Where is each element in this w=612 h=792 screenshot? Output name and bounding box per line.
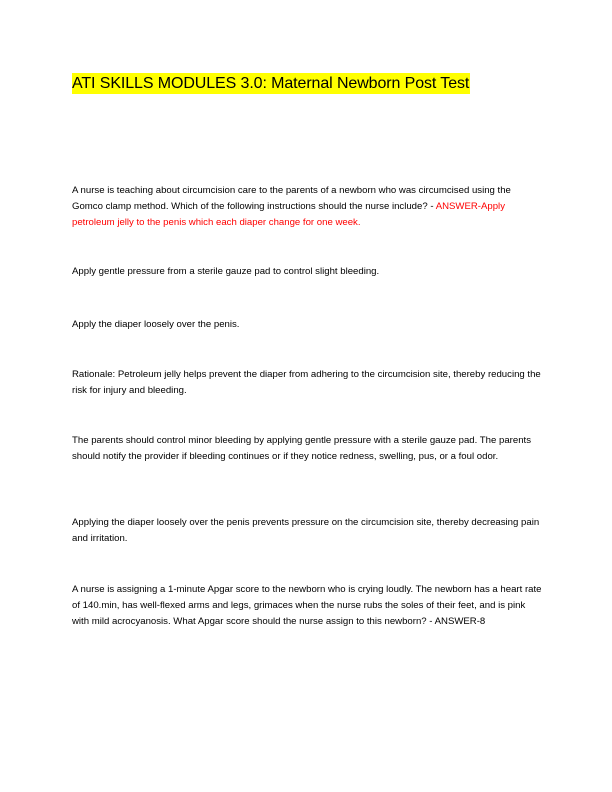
answer-text: ANSWER-Apply petroleum jelly to the penis which each diaper change for one week. [72, 201, 505, 229]
page-title-text: ATI SKILLS MODULES 3.0: Maternal Newborn Post Test [72, 75, 470, 92]
rationale-paragraph: Rationale: Petroleum jelly helps prevent the diaper from adhering to the circumcision site, thereby reducing the risk for injury and bleeding. [72, 369, 541, 397]
option-paragraph: Apply gentle pressure from a sterile gauze pad to control slight bleeding. [72, 266, 380, 277]
question-paragraph [72, 183, 544, 232]
explanation-paragraph: Applying the diaper loosely over the penis prevents pressure on the circumcision site, thereby decreasing pain and irritation. [72, 517, 540, 545]
question-paragraph: A nurse is assigning a 1-minute Apgar score to the newborn who is crying loudly. The newborn has a heart rate of 140.min, has well-flexed arms and legs, grimaces when the nurse rubs the soles of their feet, and is pink with mild acrocyanosis. What Apgar score should the nurse assign to this newborn? - ANSWER-8 [72, 584, 542, 628]
option-paragraph: Apply the diaper loosely over the penis. [72, 319, 240, 330]
page-title [72, 73, 470, 95]
question-text: A nurse is teaching about circumcision care to the parents of a newborn who was circumcised using the Gomco clamp method. Which of the following instructions should the nurse include? - [72, 185, 511, 213]
explanation-paragraph: The parents should control minor bleeding by applying gentle pressure with a sterile gauze pad. The parents should notify the provider if bleeding continues or if they notice redness, swelling, pus, or a foul odor. [72, 435, 532, 463]
